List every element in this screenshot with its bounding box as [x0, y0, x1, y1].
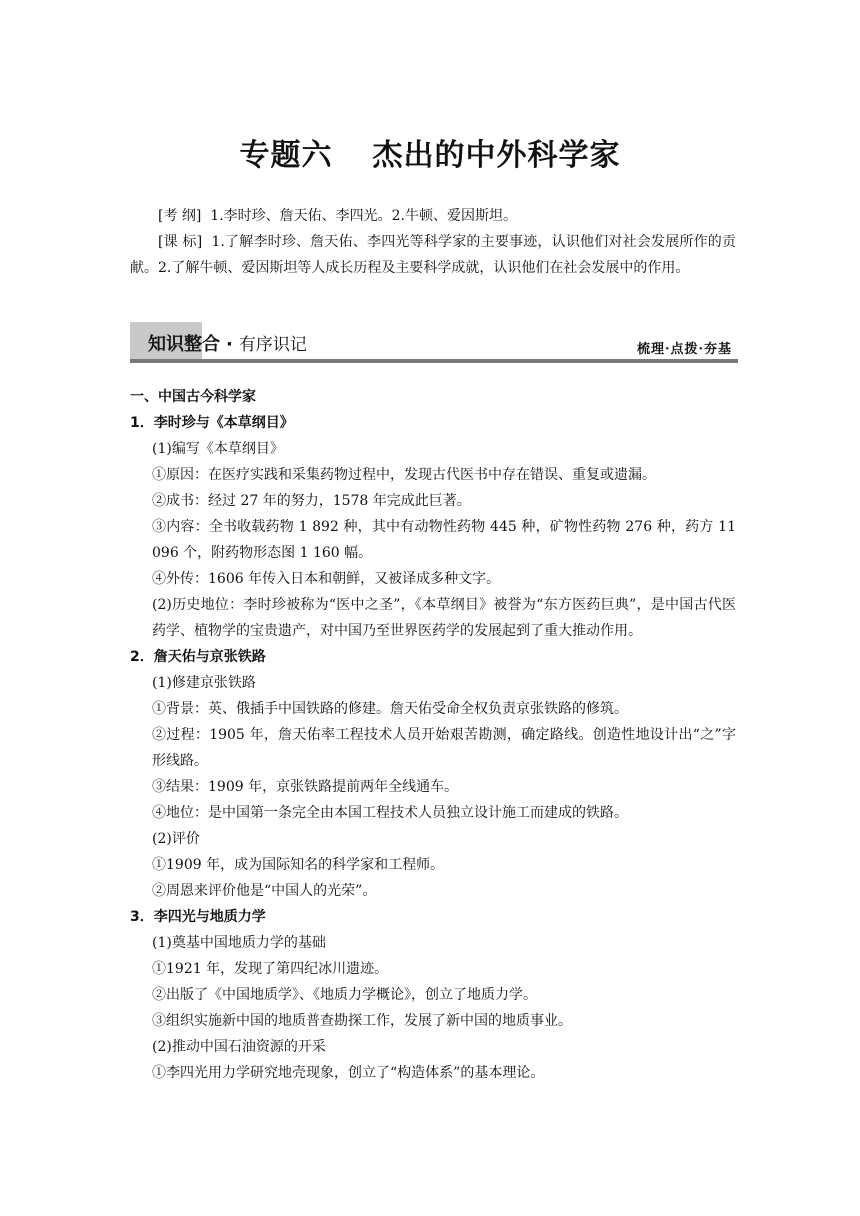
banner-main: 知识整合 — [148, 334, 220, 355]
banner-right-label: 梳理·点拨·夯基 — [636, 342, 732, 357]
s2-line-5: ④地位：是中国第一条完全由本国工程技术人员独立设计施工而建成的铁路。 — [152, 805, 628, 821]
s3-line-3: ②出版了《中国地质学》、《地质力学概论》，创立了地质力学。 — [152, 987, 537, 1003]
banner-rule — [130, 359, 738, 363]
syllabus-block — [130, 203, 736, 281]
s1-line-1: (1)编写《本草纲目》 — [152, 441, 284, 457]
main-content — [130, 384, 736, 1086]
kebiao-text: 1.了解李时珍、詹天佑、李四光等科学家的主要事迹，认识他们对社会发展所作的贡献。2.了解牛顿、爱因斯坦等人成长历程及主要科学成就，认识他们在社会发展中的作用。 — [130, 234, 737, 276]
s2-line-8: ②周恩来评价他是“中国人的光荣”。 — [152, 883, 377, 899]
title-part1: 专题六 — [239, 138, 333, 173]
s3-line-2: ①1921 年，发现了第四纪冰川遗迹。 — [152, 961, 389, 977]
kaogang-paragraph — [130, 203, 736, 229]
section-banner — [130, 322, 738, 364]
subsection-heading-1: 1．李时珍与《本草纲目》 — [130, 415, 294, 431]
s1-line-3: ②成书：经过 27 年的努力，1578 年完成此巨著。 — [152, 493, 471, 509]
s2-line-2: ①背景：英、俄插手中国铁路的修建。詹天佑受命全权负责京张铁路的修筑。 — [152, 701, 628, 717]
s2-line-6: (2)评价 — [152, 831, 200, 847]
s2-line-7: ①1909 年，成为国际知名的科学家和工程师。 — [152, 857, 445, 873]
s1-line-5: ④外传：1606 年传入日本和朝鲜，又被译成多种文字。 — [152, 571, 501, 587]
banner-dot: · — [226, 334, 233, 355]
s3-line-6: ①李四光用力学研究地壳现象，创立了“构造体系”的基本理论。 — [152, 1065, 545, 1081]
s2-line-1: (1)修建京张铁路 — [152, 675, 256, 691]
banner-sub: 有序识记 — [238, 335, 307, 355]
kebiao-label: [课 标] — [158, 234, 203, 250]
s1-line-2: ①原因：在医疗实践和采集药物过程中，发现古代医书中存在错误、重复或遗漏。 — [152, 467, 656, 483]
section-heading: 一、中国古今科学家 — [130, 389, 256, 405]
s3-line-5: (2)推动中国石油资源的开采 — [152, 1039, 326, 1055]
kebiao-paragraph — [130, 229, 736, 281]
s2-line-3: ②过程：1905 年，詹天佑率工程技术人员开始艰苦勘测，确定路线。创造性地设计出“之”字形线路。 — [152, 727, 736, 769]
kaogang-text: 1.李时珍、詹天佑、李四光。2.牛顿、爱因斯坦。 — [210, 208, 517, 224]
kaogang-label: [考 纲] — [158, 208, 202, 224]
page-title — [0, 130, 860, 174]
s3-line-1: (1)奠基中国地质力学的基础 — [152, 935, 326, 951]
title-part2: 杰出的中外科学家 — [372, 138, 621, 173]
subsection-heading-2: 2．詹天佑与京张铁路 — [130, 649, 266, 665]
subsection-heading-3: 3．李四光与地质力学 — [130, 909, 266, 925]
banner-title — [148, 330, 307, 356]
s1-line-6: (2)历史地位：李时珍被称为“医中之圣”，《本草纲目》被誉为“东方医药巨典”，是中国古代医药学、植物学的宝贵遗产，对中国乃至世界医药学的发展起到了重大推动作用。 — [152, 597, 736, 639]
s1-line-4: ③内容：全书收载药物 1 892 种，其中有动物性药物 445 种，矿物性药物 276 种，药方 11 096 个，附药物形态图 1 160 幅。 — [152, 519, 736, 561]
s3-line-4: ③组织实施新中国的地质普查勘探工作，发展了新中国的地质事业。 — [152, 1013, 572, 1029]
s2-line-4: ③结果：1909 年，京张铁路提前两年全线通车。 — [152, 779, 459, 795]
